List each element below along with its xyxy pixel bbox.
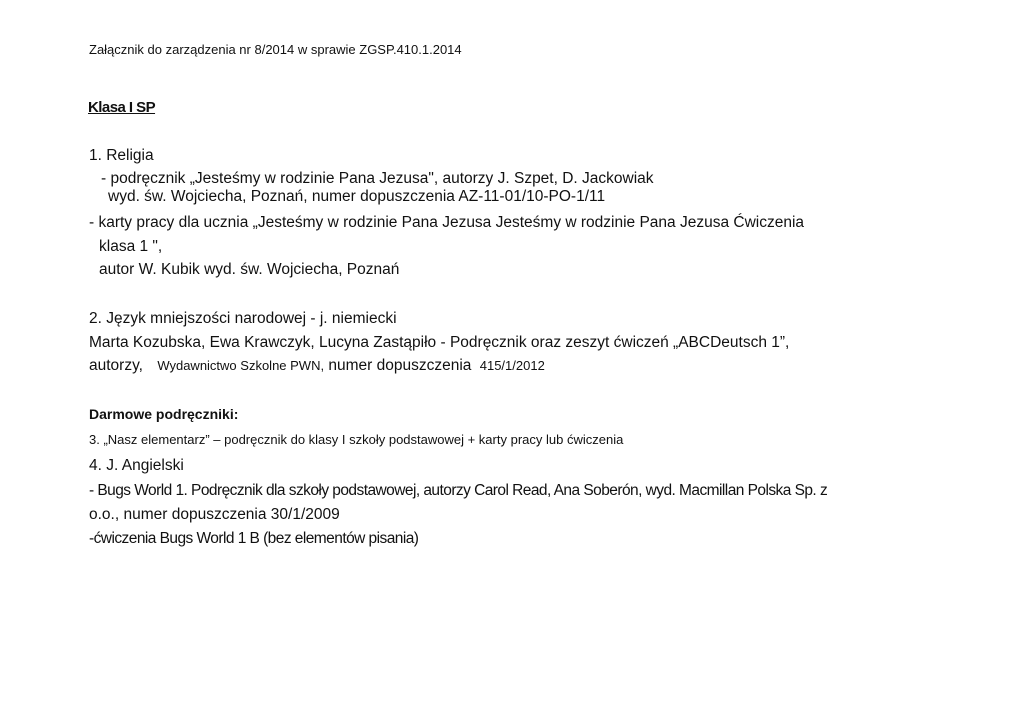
free-books-heading: Darmowe podręczniki: [89, 406, 239, 422]
english-line3: -ćwiczenia Bugs World 1 B (bez elementów pisania) [89, 530, 419, 547]
free-books-item3: 3. „Nasz elementarz” – podręcznik do klasy I szkoły podstawowej + karty pracy lub ćwiczenia [89, 432, 624, 447]
german-authors-label: autorzy, [89, 357, 143, 374]
religion-worksheets-line3: autor W. Kubik wyd. św. Wojciecha, Poznań [99, 261, 400, 278]
english-line2: o.o., numer dopuszczenia 30/1/2009 [89, 506, 340, 523]
religion-worksheets-line1: - karty pracy dla ucznia „Jesteśmy w rodzinie Pana Jezusa Jesteśmy w rodzinie Pana Jezusa Ćwiczenia [89, 214, 805, 231]
german-approval-label: numer dopuszczenia [328, 357, 472, 374]
german-heading: 2. Język mniejszości narodowej - j. niemiecki [89, 310, 397, 327]
class-title: Klasa I SP [88, 99, 156, 116]
english-line1: - Bugs World 1. Podręcznik dla szkoły podstawowej, autorzy Carol Read, Ana Soberón, wyd. Macmillan Polska Sp. z [89, 482, 828, 499]
religion-textbook-line1: - podręcznik „Jesteśmy w rodzinie Pana Jezusa", autorzy J. Szpet, D. Jackowiak [101, 170, 654, 187]
german-publisher: Wydawnictwo Szkolne PWN, [157, 358, 325, 373]
german-approval-number: 415/1/2012 [479, 358, 545, 373]
english-heading: 4. J. Angielski [89, 457, 184, 474]
german-line2 [89, 358, 545, 374]
annex-header: Załącznik do zarządzenia nr 8/2014 w sprawie ZGSP.410.1.2014 [89, 42, 462, 57]
religion-textbook-line2: wyd. św. Wojciecha, Poznań, numer dopuszczenia AZ-11-01/10-PO-1/11 [108, 188, 606, 205]
german-line1: Marta Kozubska, Ewa Krawczyk, Lucyna Zastąpiło - Podręcznik oraz zeszyt ćwiczeń „ABCDeutsch 1”, [89, 334, 790, 351]
religion-heading: 1. Religia [89, 147, 154, 164]
religion-worksheets-line2: klasa 1 ", [99, 238, 163, 255]
